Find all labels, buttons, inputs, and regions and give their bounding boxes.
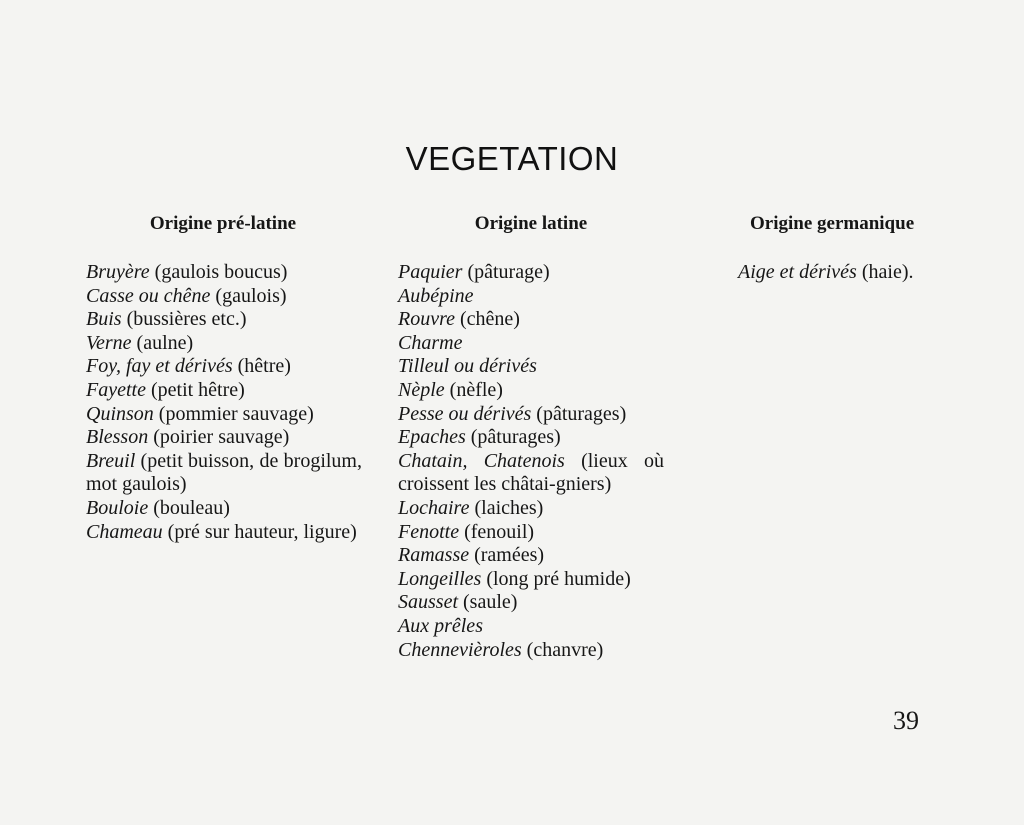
term: Chameau [86,520,163,543]
term-list [86,261,362,544]
list-item [398,639,664,663]
list-item [86,355,362,379]
list-item [738,261,968,285]
list-item [86,261,362,285]
term: Paquier [398,261,463,283]
term-note: (pâturages) [465,426,561,449]
term: Tilleul ou dérivés [398,355,537,378]
list-item [86,426,362,450]
list-item [398,285,664,309]
list-item [398,261,664,285]
list-item [398,521,664,545]
term-list [738,261,968,285]
term: Longeilles [398,567,482,590]
term: Rouvre [398,308,456,331]
term-note: (chanvre) [521,638,604,661]
page-title: VEGETATION [405,140,619,177]
term-note: (poirier sauvage) [148,426,290,449]
list-item [86,521,362,545]
column-heading: Origine germanique [750,213,915,234]
column-heading: Origine pré-latine [149,213,297,234]
term: Charme [398,331,463,354]
term: Aux prêles [398,614,483,637]
term: Buis [86,308,122,331]
term-note: (laiches) [469,496,544,519]
list-item [398,591,664,615]
list-item [398,355,664,379]
list-item [398,497,664,521]
term: Foy, fay et dérivés [86,355,233,378]
column-heading: Origine latine [474,213,588,234]
term-note: (long pré humide) [481,567,631,590]
term-note: (pâturages) [531,402,627,425]
term-note: (fenouil) [459,520,535,543]
term-note: (saule) [458,591,518,614]
term-list [398,261,664,662]
term: Verne [86,331,132,354]
term-note: (ramées) [469,544,545,567]
term-note: (pommier sauvage) [153,402,314,425]
term-note: (gaulois) [210,284,287,307]
term: Bouloie [86,496,149,519]
list-item [86,379,362,403]
list-item [398,308,664,332]
term-note: (hêtre) [232,355,291,378]
term: Lochaire [398,496,470,519]
term-note: (chêne) [455,308,520,331]
term: Aige et dérivés [738,261,857,283]
term-note: (lieux où croissent les châtai-gniers) [398,449,664,496]
term: Casse ou chêne [86,284,211,307]
list-item [398,615,664,639]
list-item [86,308,362,332]
list-item [86,332,362,356]
term: Blesson [86,426,149,449]
term-note: (pâturage) [462,261,550,283]
term: Aubépine [398,284,474,307]
term-note: (petit hêtre) [145,378,245,401]
list-item [398,450,664,497]
list-item [86,285,362,309]
term-note: (nèfle) [444,378,503,401]
column-germanique [738,213,968,285]
list-item [398,544,664,568]
term: Epaches [398,426,466,449]
term: Nèple [398,378,445,401]
list-item [398,403,664,427]
term: Breuil [86,449,136,472]
term: Fenotte [398,520,460,543]
term-note: (bouleau) [148,496,230,519]
list-item [398,568,664,592]
term: Quinson [86,402,154,425]
column-pre-latine [86,213,362,544]
page-number: 39 [893,706,919,735]
term-note: (petit buisson, de brogilum, mot gaulois) [86,449,362,496]
list-item [398,379,664,403]
term: Fayette [86,378,146,401]
list-item [86,497,362,521]
term-note: (gaulois boucus) [149,261,288,283]
list-item [86,450,362,497]
term-note: (haie). [856,261,914,283]
list-item [398,426,664,450]
term: Ramasse [398,544,470,567]
term-note: (pré sur hauteur, ligure) [162,520,357,543]
column-latine [398,213,664,662]
term: Pesse ou dérivés [398,402,532,425]
term-note: (bussières etc.) [121,308,247,331]
list-item [398,332,664,356]
term: Sausset [398,591,458,614]
term: Chennevièroles [398,638,522,661]
term: Bruyère [86,261,150,283]
term: Chatain, Chatenois [398,449,565,472]
list-item [86,403,362,427]
term-note: (aulne) [131,331,194,354]
